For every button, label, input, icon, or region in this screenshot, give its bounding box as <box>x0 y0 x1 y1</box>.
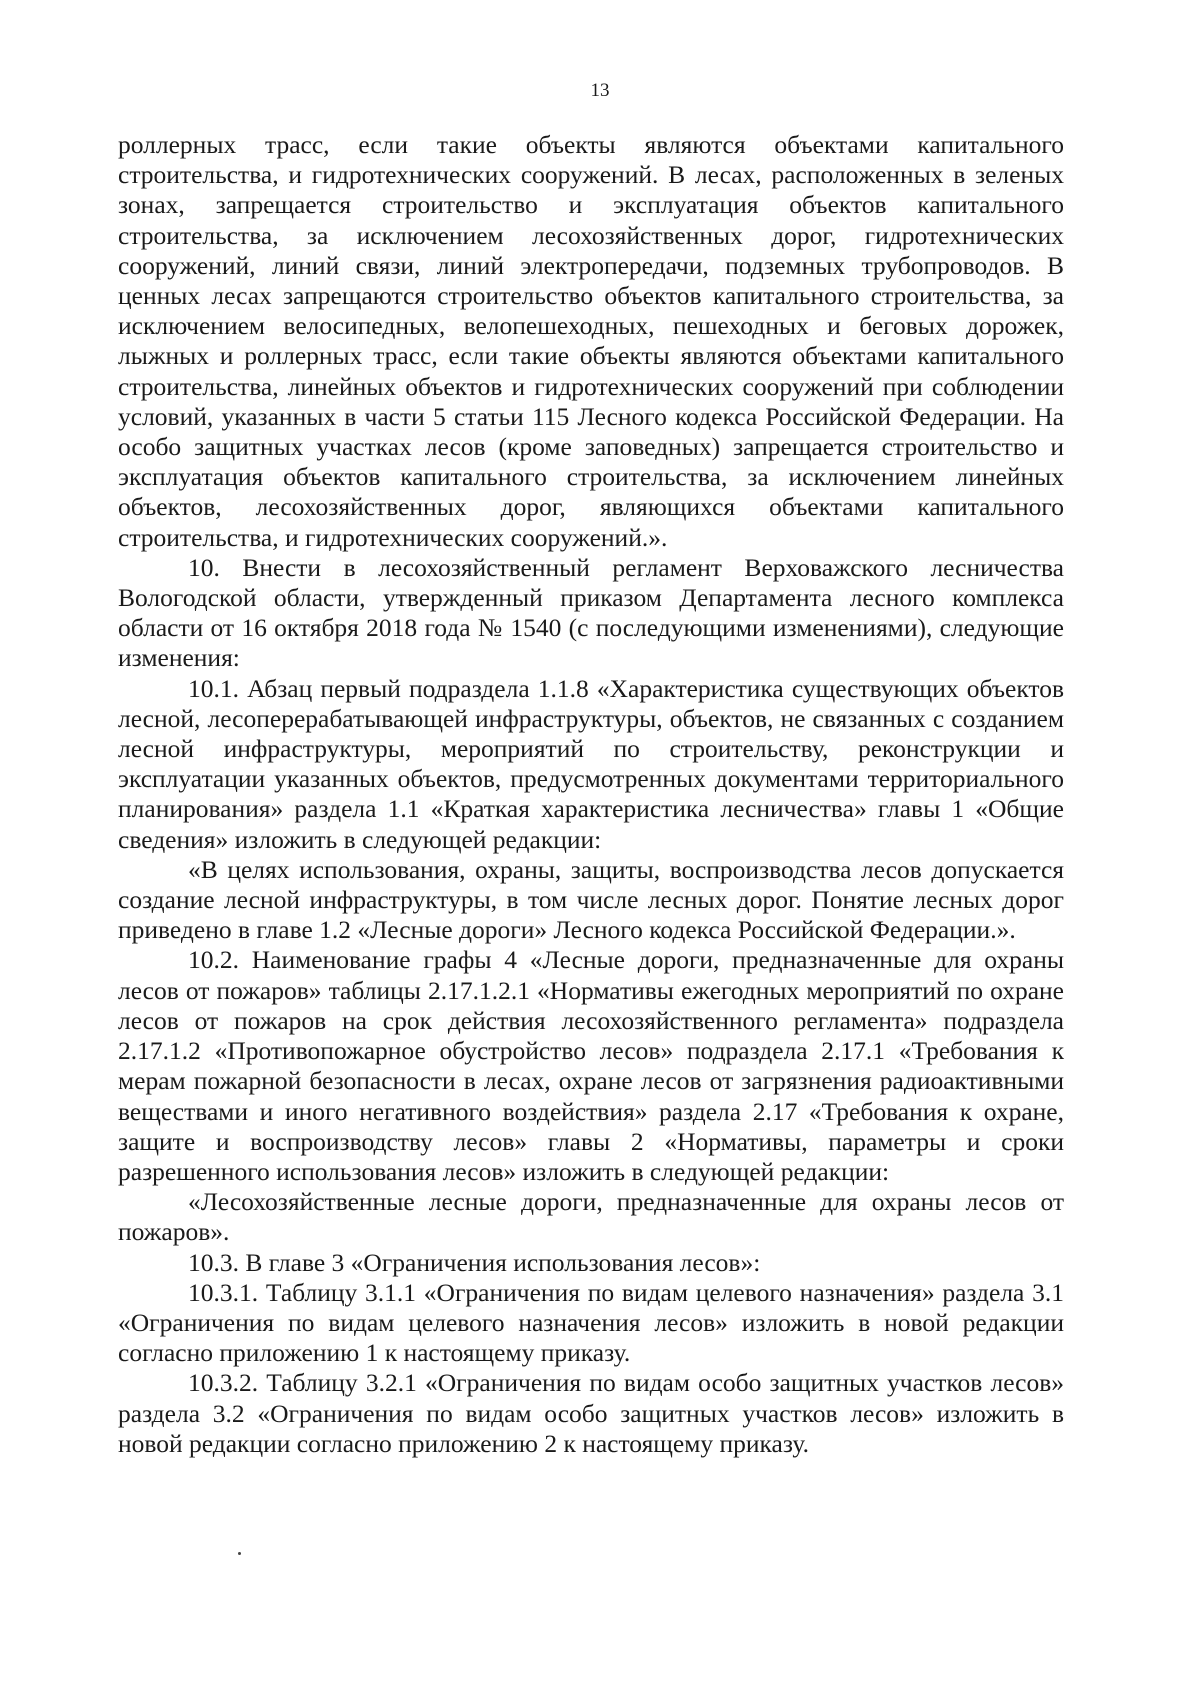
document-body <box>118 130 1064 1459</box>
paragraph-item-10-1: 10.1. Абзац первый подраздела 1.1.8 «Характеристика существующих объектов лесной, лесоперерабатывающей инфраструктуры, объектов, не связанных с созданием лесной инфраструктуры, мероприятий по строительству, реконструкции и эксплуатации указанных объектов, предусмотренных документами территориального планирования» раздела 1.1 «Краткая характеристика лесничества» главы 1 «Общие сведения» изложить в следующей редакции: <box>118 673 1064 854</box>
paragraph-quote-10-1: «В целях использования, охраны, защиты, воспроизводства лесов допускается создание лесной инфраструктуры, в том числе лесных дорог. Понятие лесных дорог приведено в главе 1.2 «Лесные дороги» Лесного кодекса Российской Федерации.». <box>118 854 1064 945</box>
page-number: 13 <box>590 80 610 101</box>
paragraph-quote-10-2: «Лесохозяйственные лесные дороги, предназначенные для охраны лесов от пожаров». <box>118 1187 1064 1247</box>
scan-speck <box>238 1552 241 1555</box>
paragraph-item-10-3-2: 10.3.2. Таблицу 3.2.1 «Ограничения по видам особо защитных участков лесов» раздела 3.2 «Ограничения по видам особо защитных участков лесов» изложить в новой редакции согласно приложению 2 к настоящему приказу. <box>118 1368 1064 1458</box>
paragraph-item-10: 10. Внести в лесохозяйственный регламент Верховажского лесничества Вологодской области, утвержденный приказом Департамента лесного комплекса области от 16 октября 2018 года № 1540 (с последующими изменениями), следующие изменения: <box>118 552 1064 673</box>
paragraph-item-10-3: 10.3. В главе 3 «Ограничения использования лесов»: <box>188 1247 761 1277</box>
paragraph-continuation: роллерных трасс, если такие объекты являются объектами капитального строительства, и гидротехнических сооружений. В лесах, расположенных в зеленых зонах, запрещается строительство и эксплуатация объектов капитального строительства, за исключением лесохозяйственных дорог, гидротехнических сооружений, линий связи, линий электропередачи, подземных трубопроводов. В ценных лесах запрещаются строительство объектов капитального строительства, за исключением велосипедных, велопешеходных, пешеходных и беговых дорожек, лыжных и роллерных трасс, если такие объекты являются объектами капитального строительства, линейных объектов и гидротехнических сооружений при соблюдении условий, указанных в части 5 статьи 115 Лесного кодекса Российской Федерации. На особо защитных участках лесов (кроме заповедных) запрещается строительство и эксплуатация объектов капитального строительства, за исключением линейных объектов, лесохозяйственных дорог, являющихся объектами капитального строительства, и гидротехнических сооружений.». <box>118 130 1064 552</box>
paragraph-item-10-3-1: 10.3.1. Таблицу 3.1.1 «Ограничения по видам целевого назначения» раздела 3.1 «Ограничения по видам целевого назначения лесов» изложить в новой редакции согласно приложению 1 к настоящему приказу. <box>118 1277 1064 1368</box>
paragraph-item-10-2: 10.2. Наименование графы 4 «Лесные дороги, предназначенные для охраны лесов от пожаров» таблицы 2.17.1.2.1 «Нормативы ежегодных мероприятий по охране лесов от пожаров на срок действия лесохозяйственного регламента» подраздела 2.17.1.2 «Противопожарное обустройство лесов» подраздела 2.17.1 «Требования к мерам пожарной безопасности в лесах, охране лесов от загрязнения радиоактивными веществами и иного негативного воздействия» раздела 2.17 «Требования к охране, защите и воспроизводству лесов» главы 2 «Нормативы, параметры и сроки разрешенного использования лесов» изложить в следующей редакции: <box>118 945 1064 1186</box>
